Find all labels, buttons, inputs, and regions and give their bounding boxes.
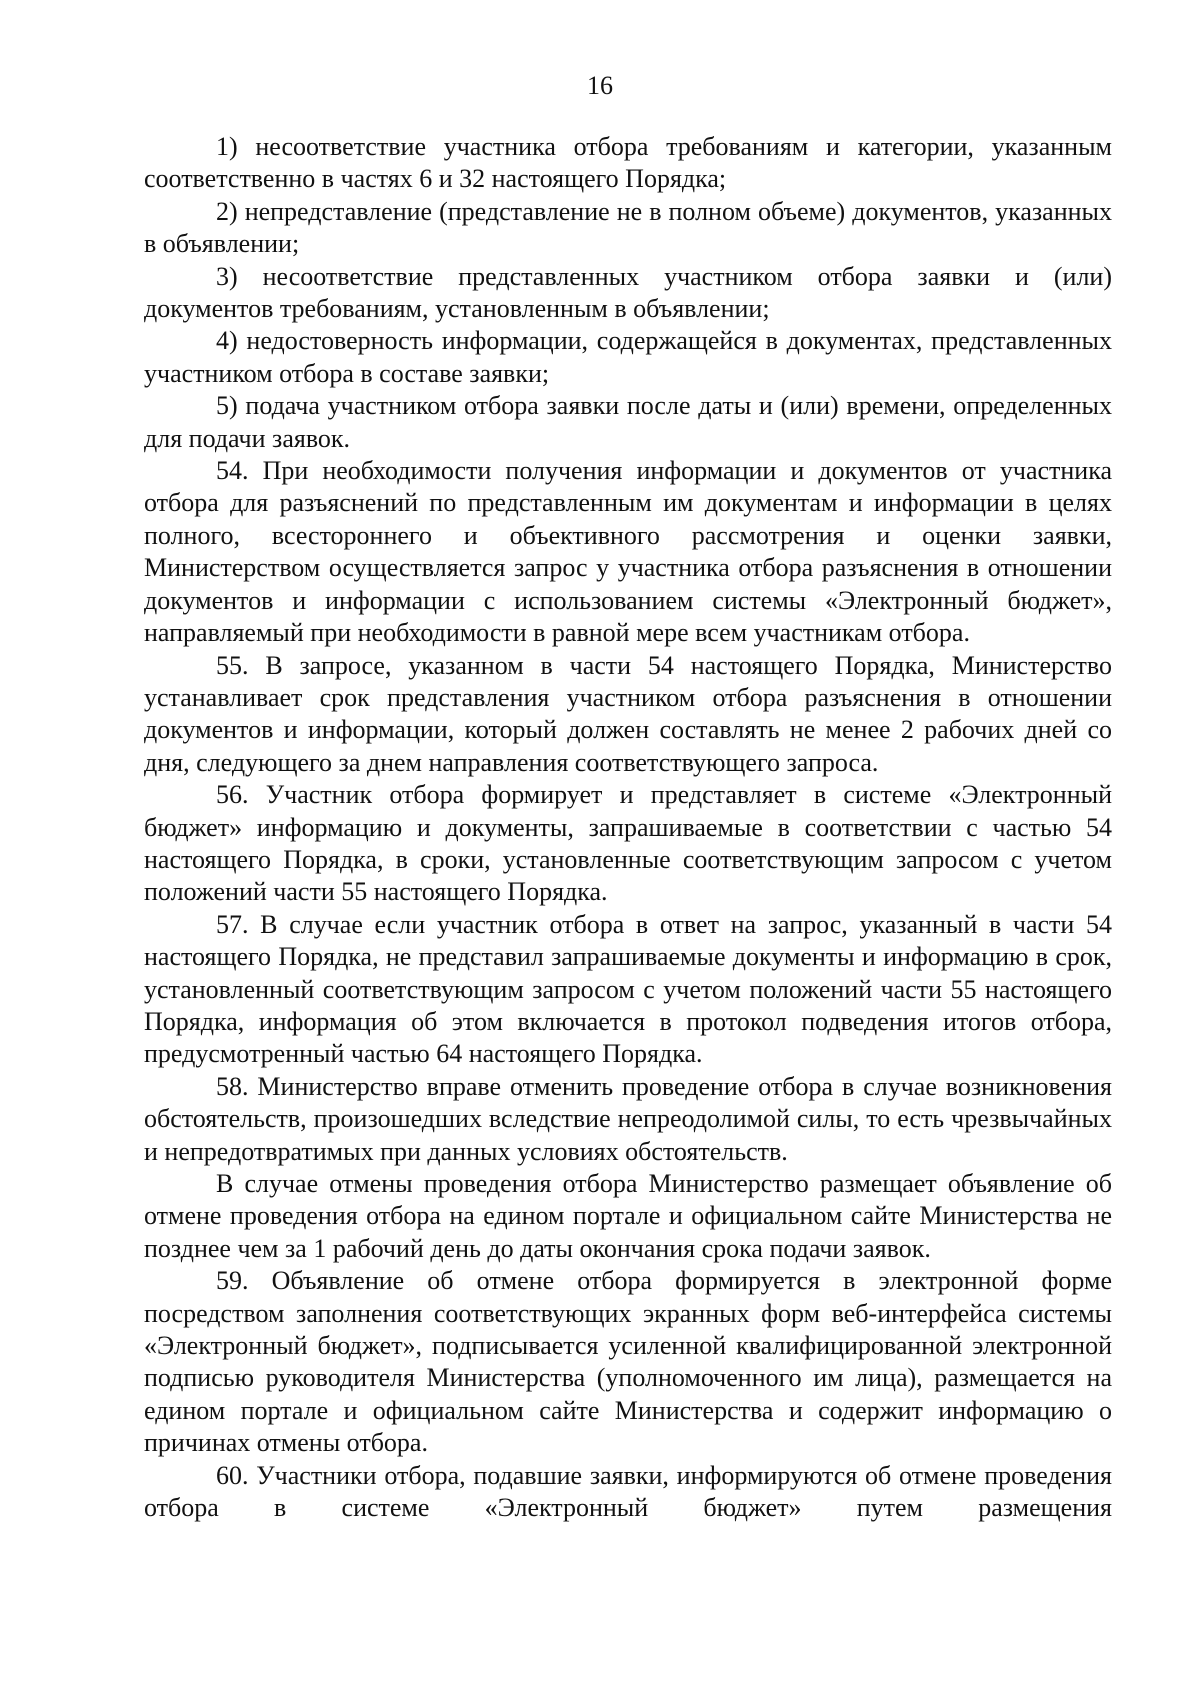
paragraph-item-1: 1) несоответствие участника отбора требованиям и категории, указанным соответственно в частях 6 и 32 настоящего Порядка; [144, 132, 1112, 194]
paragraph-item-4: 4) недостоверность информации, содержащейся в документах, представленных участником отбора в составе заявки; [144, 326, 1112, 388]
paragraph-57: 57. В случае если участник отбора в ответ на запрос, указанный в части 54 настоящего Порядка, не представил запрашиваемые документы и информацию в срок, установленный соответствующим запросом с учетом положений части 55 настоящего Порядка, информация об этом включается в протокол подведения итогов отбора, предусмотренный частью 64 настоящего Порядка. [144, 909, 1112, 1069]
paragraph-item-2: 2) непредставление (представление не в полном объеме) документов, указанных в объявлении; [144, 196, 1112, 259]
paragraph-54: 54. При необходимости получения информации и документов от участника отбора для разъяснений по представленным им документам и информации в целях полного, всестороннего и объективного рассмотрения и оценки заявки, Министерством осуществляется запрос у участника отбора разъяснения в отношении документов и информации с использованием системы «Электронный бюджет», направляемый при необходимости в равной мере всем участникам отбора. [144, 456, 1112, 648]
paragraph-item-5: 5) подача участником отбора заявки после даты и (или) времени, определенных для подачи заявок. [144, 391, 1112, 453]
paragraph-59: 59. Объявление об отмене отбора формируется в электронной форме посредством заполнения соответствующих экранных форм веб-интерфейса системы «Электронный бюджет», подписывается усиленной квалифицированной электронной подписью руководителя Министерства (уполномоченного им лица), размещается на едином портале и официальном сайте Министерства и содержит информацию о причинах отмены отбора. [144, 1266, 1112, 1458]
paragraph-item-3: 3) несоответствие представленных участником отбора заявки и (или) документов требованиям, установленным в объявлении; [144, 261, 1112, 324]
paragraph-55: 55. В запросе, указанном в части 54 настоящего Порядка, Министерство устанавливает срок представления участником отбора разъяснения в отношении документов и информации, который должен составлять не менее 2 рабочих дней со дня, следующего за днем направления соответствующего запроса. [144, 650, 1112, 777]
page-number: 16 [587, 71, 613, 100]
document-body [144, 131, 1112, 1524]
paragraph-58-cancellation: В случае отмены проведения отбора Министерство размещает объявление об отмене проведения отбора на едином портале и официальном сайте Министерства не позднее чем за 1 рабочий день до даты окончания срока подачи заявок. [144, 1169, 1112, 1263]
paragraph-60: 60. Участники отбора, подавшие заявки, информируются об отмене проведения отбора в системе «Электронный бюджет» путем размещения [144, 1460, 1112, 1523]
paragraph-56: 56. Участник отбора формирует и представляет в системе «Электронный бюджет» информацию и документы, запрашиваемые в соответствии с частью 54 настоящего Порядка, в сроки, установленные соответствующим запросом с учетом положений части 55 настоящего Порядка. [144, 780, 1112, 907]
paragraph-58: 58. Министерство вправе отменить проведение отбора в случае возникновения обстоятельств, произошедших вследствие непреодолимой силы, то есть чрезвычайных и непредотвратимых при данных условиях обстоятельств. [144, 1071, 1112, 1166]
